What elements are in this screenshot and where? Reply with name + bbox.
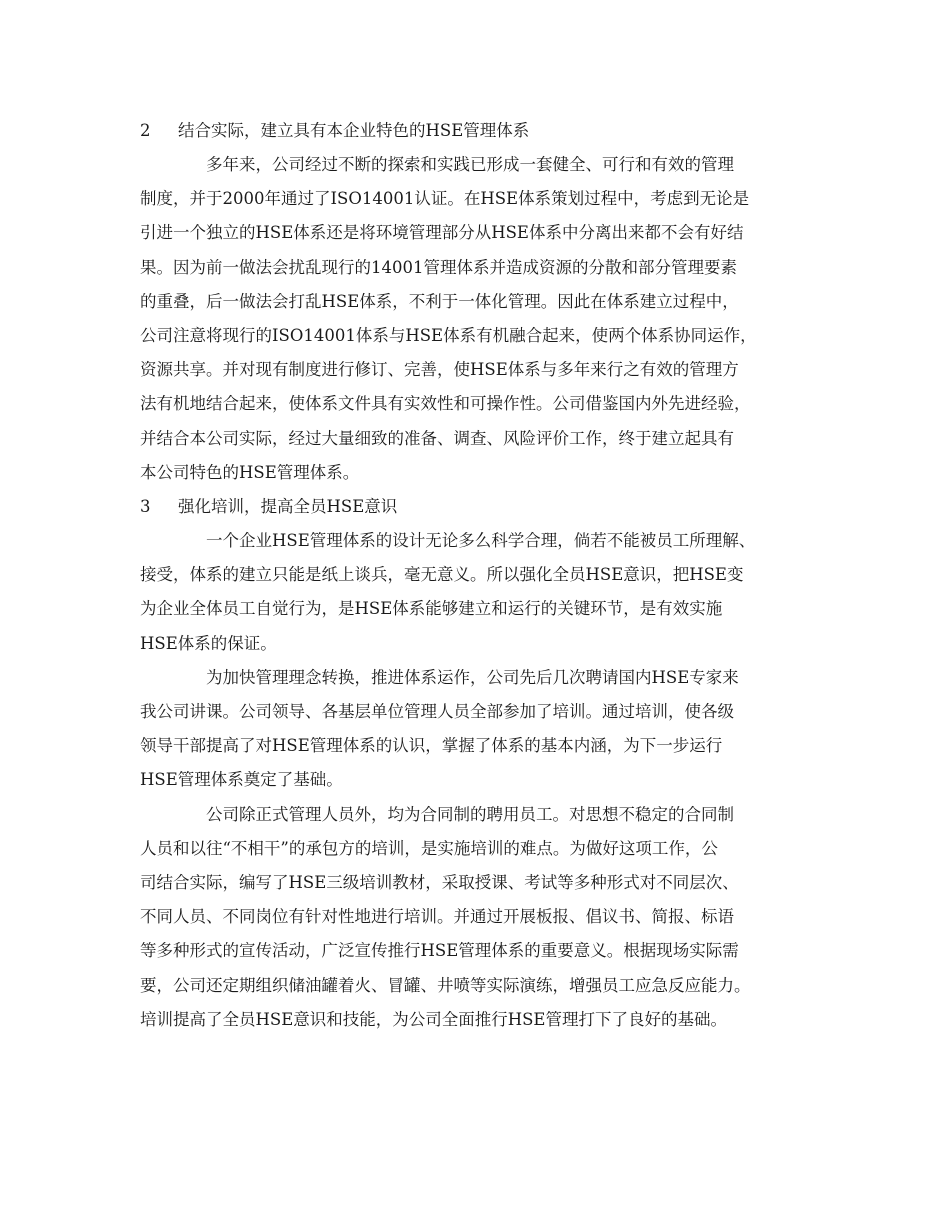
paragraph-line: 培训提高了全员HSE意识和技能，为公司全面推行HSE管理打下了良好的基础。 — [140, 1009, 727, 1029]
paragraph-line: 引进一个独立的HSE体系还是将环境管理部分从HSE体系中分离出来都不会有好结 — [140, 223, 744, 243]
section-3-title: 强化培训，提高全员HSE意识 — [178, 497, 398, 517]
section-2-title: 结合实际，建立具有本企业特色的HSE管理体系 — [178, 121, 530, 140]
paragraph-line: 公司除正式管理人员外，均为合同制的聘用员工。对思想不稳定的合同制 — [206, 804, 734, 824]
paragraph-line: 果。因为前一做法会扰乱现行的14001管理体系并造成资源的分散和部分管理要素 — [140, 257, 737, 277]
section-3-number: 3 — [140, 497, 151, 517]
paragraph-line: 并结合本公司实际，经过大量细致的准备、调查、风险评价工作，终于建立起具有 — [140, 428, 734, 448]
paragraph-line: 接受，体系的建立只能是纸上谈兵，毫无意义。所以强化全员HSE意识，把HSE变 — [140, 565, 744, 585]
section-2-paragraph-1 — [140, 148, 820, 490]
paragraph-line: 我公司讲课。公司领导、各基层单位管理人员全部参加了培训。通过培训，使各级 — [140, 702, 734, 722]
paragraph-line: 的重叠，后一做法会打乱HSE体系，不利于一体化管理。因此在体系建立过程中， — [140, 291, 739, 311]
paragraph-line: 多年来，公司经过不断的探索和实践已形成一套健全、可行和有效的管理 — [206, 155, 734, 174]
paragraph-line: 要，公司还定期组织储油罐着火、冒罐、井喷等实际演练，增强员工应急反应能力。 — [140, 975, 751, 995]
section-2-number: 2 — [140, 121, 151, 140]
section-2-heading — [140, 114, 820, 148]
section-3-heading — [140, 490, 820, 524]
document-body — [140, 114, 820, 1037]
paragraph-line: 法有机地结合起来，使体系文件具有实效性和可操作性。公司借鉴国内外先进经验， — [140, 394, 751, 414]
paragraph-line: 资源共享。并对现有制度进行修订、完善，使HSE体系与多年来行之有效的管理方 — [140, 360, 739, 380]
paragraph-line: 公司注意将现行的ISO14001体系与HSE体系有机融合起来，使两个体系协同运作， — [140, 326, 757, 346]
paragraph-line: 制度，并于2000年通过了ISO14001认证。在HSE体系策划过程中，考虑到无论是 — [140, 189, 750, 209]
paragraph-line: HSE管理体系奠定了基础。 — [140, 770, 343, 790]
paragraph-line: 领导干部提高了对HSE管理体系的认识，掌握了体系的基本内涵，为下一步运行 — [140, 736, 723, 756]
section-3-paragraph-1 — [140, 524, 820, 661]
paragraph-line: HSE体系的保证。 — [140, 633, 277, 653]
paragraph-line: 为加快管理理念转换，推进体系运作，公司先后几次聘请国内HSE专家来 — [206, 667, 739, 687]
paragraph-line: 等多种形式的宣传活动，广泛宣传推行HSE管理体系的重要意义。根据现场实际需 — [140, 941, 739, 961]
paragraph-line: 司结合实际，编写了HSE三级培训教材，采取授课、考试等多种形式对不同层次、 — [140, 873, 739, 893]
paragraph-line: 本公司特色的HSE管理体系。 — [140, 462, 360, 482]
section-3-paragraph-3 — [140, 798, 820, 1037]
paragraph-line: 为企业全体员工自觉行为，是HSE体系能够建立和运行的关键环节，是有效实施 — [140, 599, 723, 619]
section-3-paragraph-2 — [140, 661, 820, 798]
paragraph-line: 一个企业HSE管理体系的设计无论多么科学合理，倘若不能被员工所理解、 — [206, 531, 756, 551]
paragraph-line: 不同人员、不同岗位有针对性地进行培训。并通过开展板报、倡议书、简报、标语 — [140, 907, 734, 927]
paragraph-line: 人员和以往“不相干”的承包方的培训，是实施培训的难点。为做好这项工作，公 — [140, 838, 718, 858]
